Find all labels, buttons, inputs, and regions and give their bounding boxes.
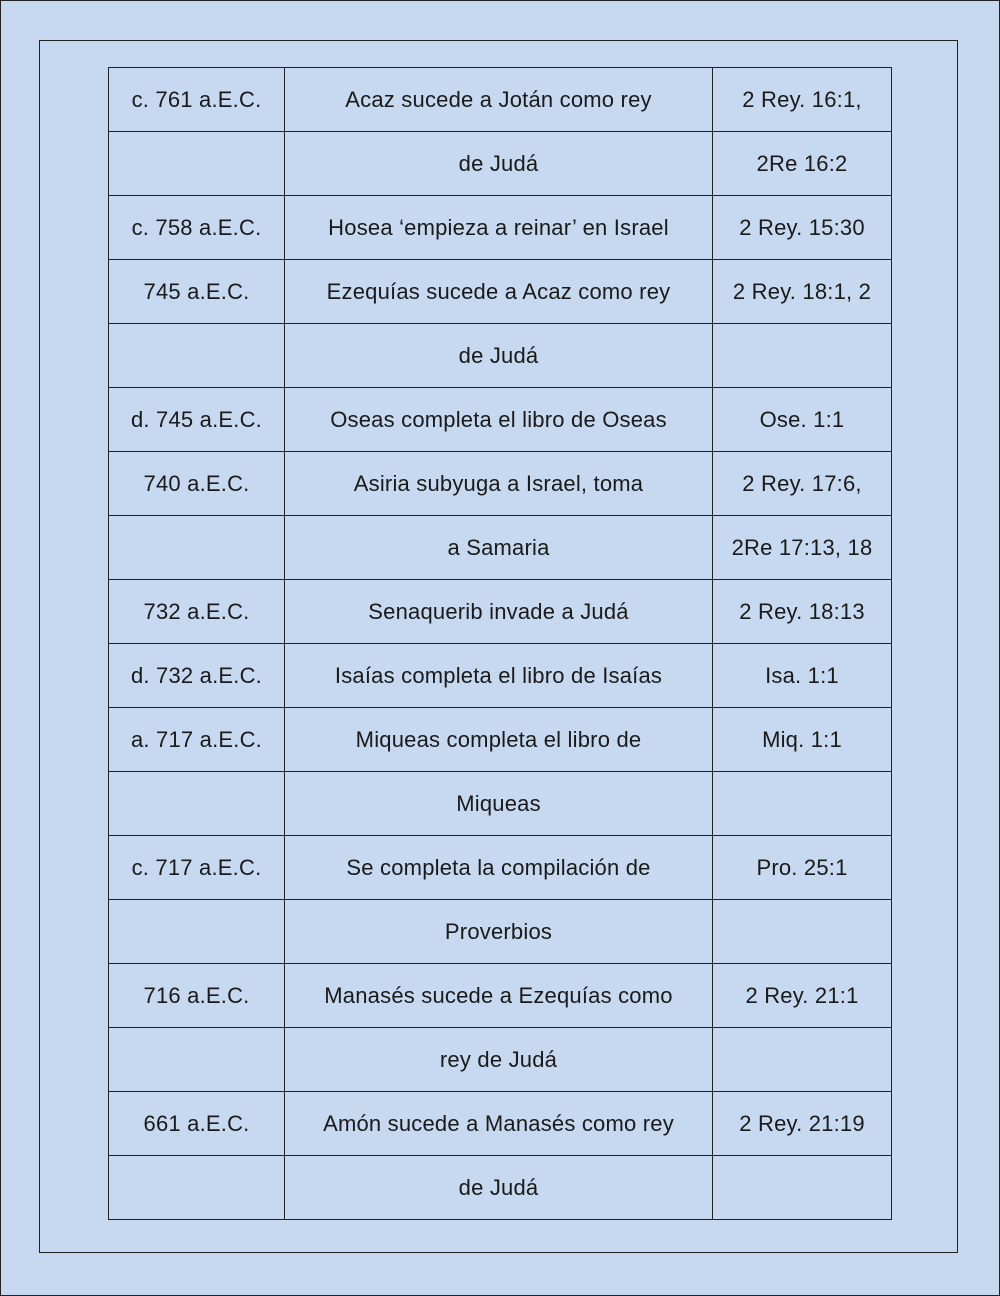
table-row xyxy=(109,260,892,324)
reference-cell: Ose. 1:1 xyxy=(713,388,892,452)
reference-cell: 2 Rey. 21:1 xyxy=(713,964,892,1028)
date-cell: 661 a.E.C. xyxy=(109,1092,285,1156)
reference-cell: Miq. 1:1 xyxy=(713,708,892,772)
event-cell: Se completa la compilación de xyxy=(285,836,713,900)
table-row xyxy=(109,324,892,388)
date-cell: 732 a.E.C. xyxy=(109,580,285,644)
table-row xyxy=(109,580,892,644)
reference-cell: 2 Rey. 17:6, xyxy=(713,452,892,516)
event-cell: a Samaria xyxy=(285,516,713,580)
reference-cell xyxy=(713,324,892,388)
date-cell: c. 717 a.E.C. xyxy=(109,836,285,900)
date-cell xyxy=(109,1156,285,1220)
reference-cell: 2 Rey. 18:1, 2 xyxy=(713,260,892,324)
date-cell xyxy=(109,132,285,196)
reference-cell: 2Re 16:2 xyxy=(713,132,892,196)
date-cell xyxy=(109,516,285,580)
event-cell: Isaías completa el libro de Isaías xyxy=(285,644,713,708)
table-row xyxy=(109,1092,892,1156)
reference-cell xyxy=(713,1156,892,1220)
table-row xyxy=(109,836,892,900)
date-cell: c. 761 a.E.C. xyxy=(109,68,285,132)
chronology-table xyxy=(108,67,892,1220)
table-row xyxy=(109,452,892,516)
event-cell: Oseas completa el libro de Oseas xyxy=(285,388,713,452)
date-cell xyxy=(109,1028,285,1092)
reference-cell xyxy=(713,1028,892,1092)
event-cell: de Judá xyxy=(285,1156,713,1220)
event-cell: Proverbios xyxy=(285,900,713,964)
table-row xyxy=(109,68,892,132)
table-row xyxy=(109,1028,892,1092)
reference-cell: Pro. 25:1 xyxy=(713,836,892,900)
table-row xyxy=(109,132,892,196)
date-cell: d. 745 a.E.C. xyxy=(109,388,285,452)
event-cell: de Judá xyxy=(285,132,713,196)
reference-cell: Isa. 1:1 xyxy=(713,644,892,708)
reference-cell xyxy=(713,900,892,964)
table-row xyxy=(109,964,892,1028)
date-cell: a. 717 a.E.C. xyxy=(109,708,285,772)
event-cell: Acaz sucede a Jotán como rey xyxy=(285,68,713,132)
event-cell: Miqueas completa el libro de xyxy=(285,708,713,772)
table-row xyxy=(109,644,892,708)
table-row xyxy=(109,516,892,580)
reference-cell xyxy=(713,772,892,836)
reference-cell: 2Re 17:13, 18 xyxy=(713,516,892,580)
table-row xyxy=(109,900,892,964)
date-cell xyxy=(109,772,285,836)
reference-cell: 2 Rey. 18:13 xyxy=(713,580,892,644)
chronology-table-body xyxy=(109,68,892,1220)
table-row xyxy=(109,772,892,836)
event-cell: Ezequías sucede a Acaz como rey xyxy=(285,260,713,324)
event-cell: de Judá xyxy=(285,324,713,388)
event-cell: Manasés sucede a Ezequías como xyxy=(285,964,713,1028)
date-cell: 740 a.E.C. xyxy=(109,452,285,516)
table-row xyxy=(109,196,892,260)
event-cell: Senaquerib invade a Judá xyxy=(285,580,713,644)
event-cell: Hosea ‘empieza a reinar’ en Israel xyxy=(285,196,713,260)
reference-cell: 2 Rey. 21:19 xyxy=(713,1092,892,1156)
table-row xyxy=(109,708,892,772)
event-cell: rey de Judá xyxy=(285,1028,713,1092)
event-cell: Amón sucede a Manasés como rey xyxy=(285,1092,713,1156)
event-cell: Asiria subyuga a Israel, toma xyxy=(285,452,713,516)
date-cell: 716 a.E.C. xyxy=(109,964,285,1028)
reference-cell: 2 Rey. 16:1, xyxy=(713,68,892,132)
date-cell xyxy=(109,324,285,388)
table-row xyxy=(109,388,892,452)
table-row xyxy=(109,1156,892,1220)
date-cell: 745 a.E.C. xyxy=(109,260,285,324)
event-cell: Miqueas xyxy=(285,772,713,836)
date-cell: c. 758 a.E.C. xyxy=(109,196,285,260)
date-cell: d. 732 a.E.C. xyxy=(109,644,285,708)
date-cell xyxy=(109,900,285,964)
reference-cell: 2 Rey. 15:30 xyxy=(713,196,892,260)
